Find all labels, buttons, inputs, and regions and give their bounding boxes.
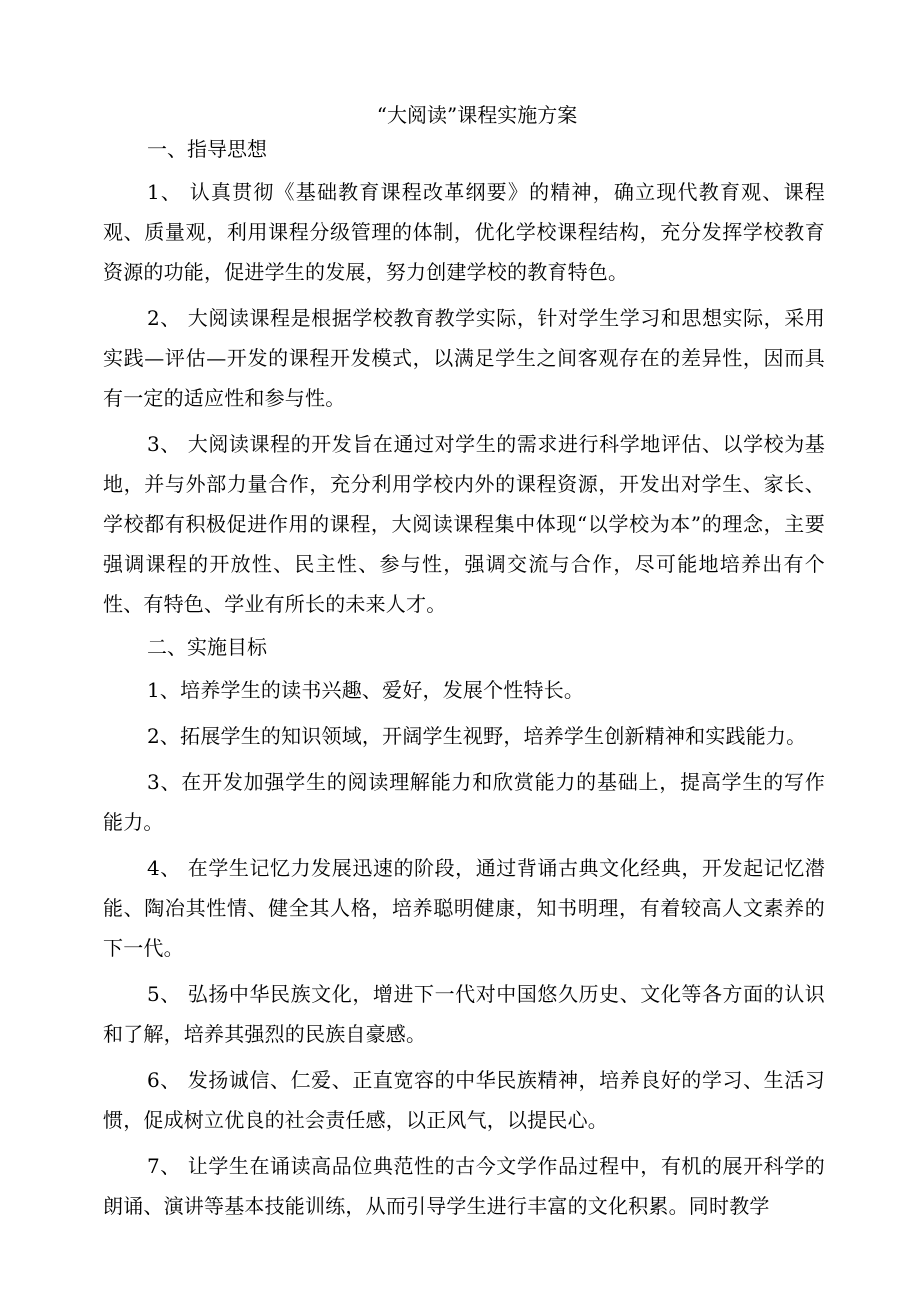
document-page (103, 98, 825, 1226)
paragraph-guiding-2: 2、 大阅读课程是根据学校教育教学实际，针对学生学习和思想实际，采用实践—评估—开发的课程开发模式，以满足学生之间客观存在的差异性，因而具有一定的适应性和参与性。 (103, 306, 825, 410)
paragraph-goal-4: 4、 在学生记忆力发展迅速的阶段，通过背诵古典文化经典，开发起记忆潜能、陶冶其性情、健全其人格，培养聪明健康，知书明理，有着较高人文素养的下一代。 (103, 856, 825, 960)
paragraph-guiding-1: 1、 认真贯彻《基础教育课程改革纲要》的精神，确立现代教育观、课程观、质量观，利用课程分级管理的体制，优化学校课程结构，充分发挥学校教育资源的功能，促进学生的发展，努力创建学校的教育特色。 (103, 180, 825, 284)
paragraph-guiding-3: 3、 大阅读课程的开发旨在通过对学生的需求进行科学地评估、以学校为基地，并与外部力量合作，充分利用学校内外的课程资源，开发出对学生、家长、学校都有积极促进作用的课程，大阅读课程集中体现“以学校为本”的理念，主要强调课程的开放性、民主性、参与性，强调交流与合作，尽可能地培养出有个性、有特色、学业有所长的未来人才。 (103, 432, 825, 616)
paragraph-goal-1: 1、培养学生的读书兴趣、爱好，发展个性特长。 (147, 678, 585, 702)
section-heading-guiding-ideology: 一、指导思想 (147, 137, 267, 161)
paragraph-goal-3: 3、在开发加强学生的阅读理解能力和欣赏能力的基础上，提高学生的写作能力。 (103, 770, 825, 834)
document-title: “大阅读”课程实施方案 (376, 103, 578, 127)
paragraph-goal-2: 2、拓展学生的知识领域，开阔学生视野，培养学生创新精神和实践能力。 (147, 724, 807, 748)
paragraph-goal-5: 5、 弘扬中华民族文化，增进下一代对中国悠久历史、文化等各方面的认识和了解，培养其强烈的民族自豪感。 (103, 982, 825, 1046)
section-heading-goals: 二、实施目标 (147, 635, 267, 659)
paragraph-goal-6: 6、 发扬诚信、仁爱、正直宽容的中华民族精神，培养良好的学习、生活习惯，促成树立优良的社会责任感，以正风气，以提民心。 (103, 1068, 825, 1132)
paragraph-goal-7: 7、 让学生在诵读高品位典范性的古今文学作品过程中，有机的展开科学的朗诵、演讲等基本技能训练，从而引导学生进行丰富的文化积累。同时教学 (103, 1154, 825, 1218)
